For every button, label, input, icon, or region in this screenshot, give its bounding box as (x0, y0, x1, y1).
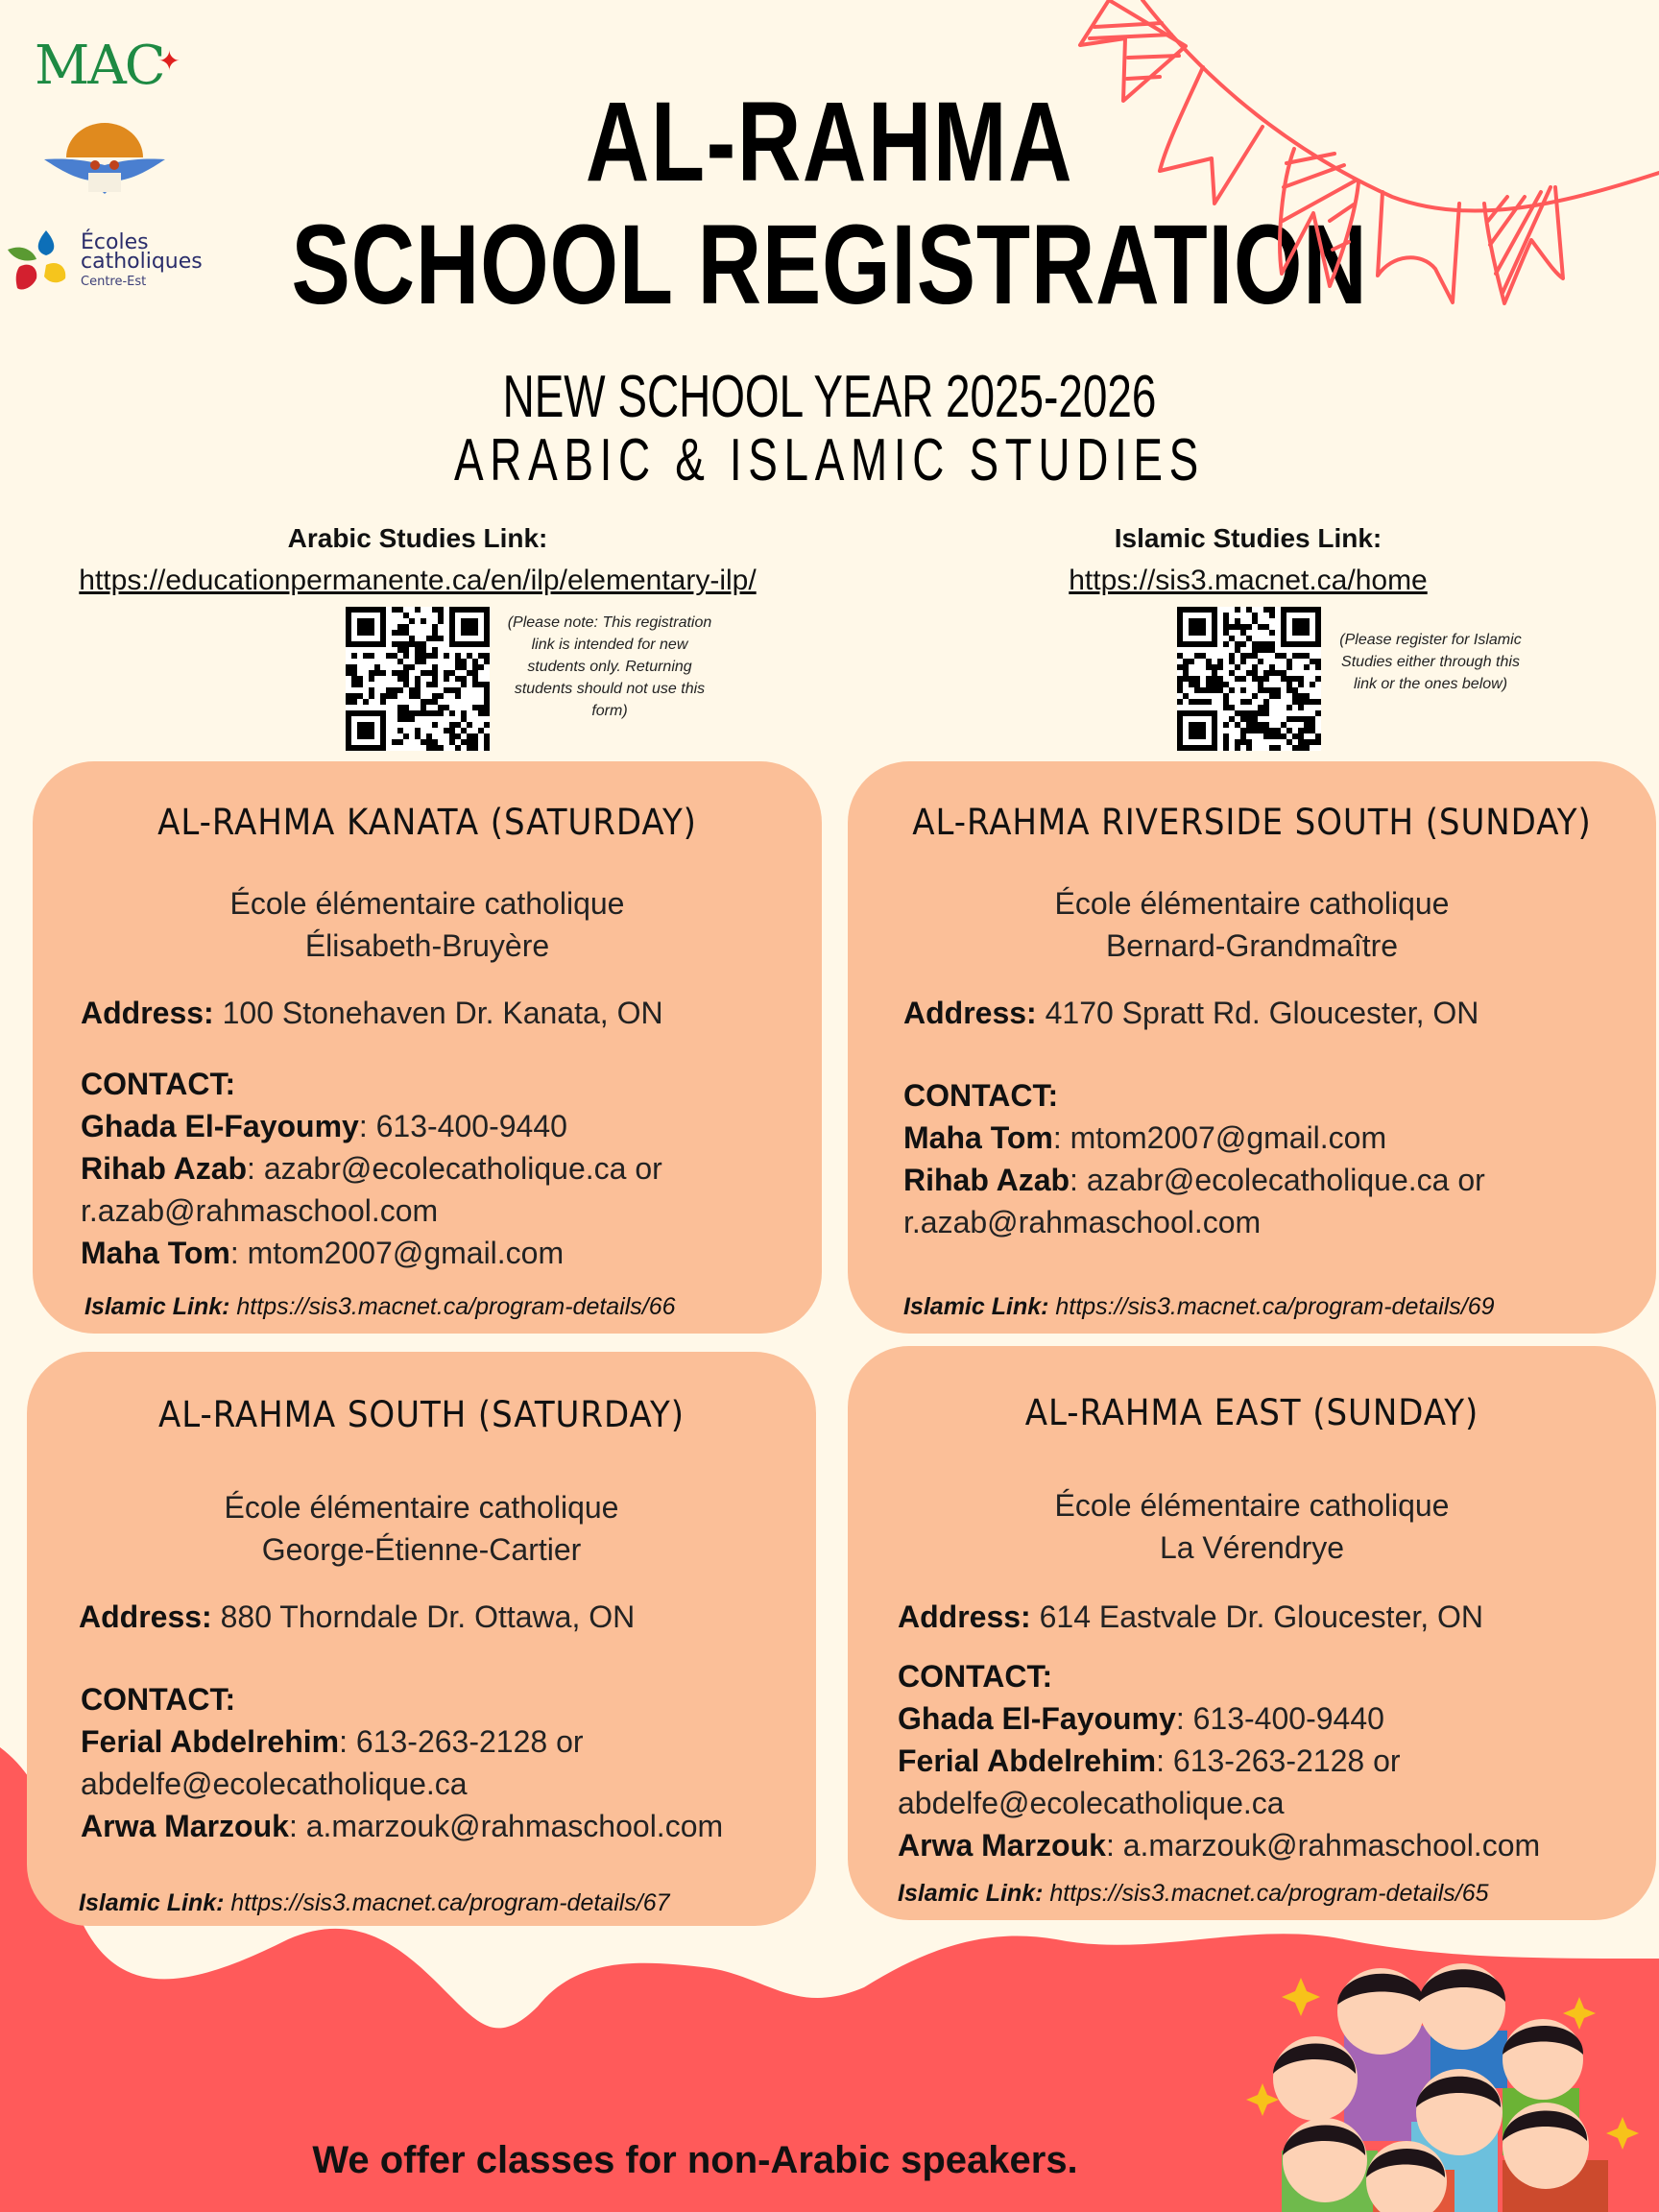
islamic-link-label: Islamic Link: (898, 1880, 1044, 1907)
location-title: AL-RAHMA KANATA (SATURDAY) (157, 802, 697, 843)
location-title: AL-RAHMA EAST (SUNDAY) (1024, 1392, 1479, 1433)
contact-name: Maha Tom (81, 1236, 230, 1270)
contact-info: : a.marzouk@rahmaschool.com (288, 1809, 724, 1843)
contact-name: Arwa Marzouk (81, 1809, 289, 1843)
islamic-program-link[interactable] (903, 1293, 1495, 1321)
location-title: AL-RAHMA RIVERSIDE SOUTH (SUNDAY) (912, 802, 1592, 843)
islamic-link-url[interactable]: https://sis3.macnet.ca/program-details/65 (1049, 1880, 1489, 1907)
address-value: 4170 Spratt Rd. Gloucester, ON (1045, 996, 1479, 1030)
contact-label (898, 1655, 1052, 1697)
location-card-kanata (33, 761, 822, 1334)
address-label: Address: (79, 1599, 212, 1634)
contact-info: r.azab@rahmaschool.com (81, 1193, 439, 1228)
contact-name: Rihab Azab (81, 1151, 248, 1186)
contact-info: : azabr@ecolecatholique.ca or (1070, 1163, 1485, 1197)
children-illustration-icon (1243, 1920, 1659, 2212)
contact-label (903, 1074, 1058, 1117)
al-rahma-emblem-icon (42, 123, 167, 196)
school-name-line1: École élémentaire catholique (224, 1490, 619, 1525)
contact-row (898, 1782, 1285, 1824)
islamic-link-label: Islamic Link: (903, 1293, 1049, 1320)
contact-row (81, 1805, 723, 1847)
contact-info: abdelfe@ecolecatholique.ca (81, 1767, 468, 1801)
page-title-line1: AL-RAHMA (585, 79, 1074, 205)
contact-label (81, 1678, 235, 1720)
arabic-link-heading: Arabic Studies Link: (287, 523, 548, 553)
islamic-qr-code[interactable] (1177, 607, 1321, 751)
contact-row (903, 1201, 1261, 1243)
islamic-link-url[interactable]: https://sis3.macnet.ca/program-details/69 (1055, 1293, 1495, 1320)
address-label: Address: (81, 996, 214, 1030)
islamic-link-heading: Islamic Studies Link: (1114, 523, 1382, 553)
school-name-line1: École élémentaire catholique (1054, 886, 1450, 921)
islamic-link-note: (Please register for Islamic Studies either through this link or the ones below) (1339, 632, 1522, 692)
page-title-line2: SCHOOL REGISTRATION (291, 202, 1368, 328)
contact-label-text: CONTACT: (81, 1682, 236, 1717)
contact-row (81, 1190, 438, 1232)
school-name-line2: Bernard-Grandmaître (1105, 928, 1399, 963)
maple-leaf-icon: ✦ (157, 45, 180, 77)
address-line (898, 1596, 1483, 1638)
contact-row (81, 1720, 584, 1763)
ecoles-line3: Centre-Est (81, 275, 147, 289)
contact-info: : 613-400-9440 (1175, 1701, 1384, 1736)
contact-label-text: CONTACT: (903, 1078, 1059, 1113)
contact-info: : 613-263-2128 or (339, 1724, 584, 1759)
location-title: AL-RAHMA SOUTH (SATURDAY) (158, 1394, 685, 1435)
school-name-line2: La Vérendrye (1159, 1530, 1345, 1565)
arabic-qr-code[interactable] (346, 607, 490, 751)
ecoles-line1: Écoles (81, 230, 149, 254)
islamic-link-label: Islamic Link: (79, 1889, 225, 1916)
islamic-registration-link[interactable]: https://sis3.macnet.ca/home (1069, 565, 1428, 596)
contact-info: : mtom2007@gmail.com (1052, 1120, 1387, 1155)
school-name-line2: Élisabeth-Bruyère (304, 928, 550, 963)
location-card-riverside-south (848, 761, 1656, 1334)
contact-row (898, 1824, 1540, 1866)
contact-row (898, 1740, 1401, 1782)
contact-info: : mtom2007@gmail.com (229, 1236, 565, 1270)
contact-name: Arwa Marzouk (898, 1828, 1106, 1863)
contact-row (903, 1159, 1485, 1201)
address-label: Address: (903, 996, 1037, 1030)
address-value: 100 Stonehaven Dr. Kanata, ON (222, 996, 663, 1030)
contact-info: : azabr@ecolecatholique.ca or (247, 1151, 662, 1186)
arabic-registration-link[interactable]: https://educationpermanente.ca/en/ilp/elementary-ilp/ (79, 565, 757, 596)
contact-label-text: CONTACT: (81, 1067, 236, 1101)
subtitle-programs: ARABIC & ISLAMIC STUDIES (454, 427, 1205, 493)
location-card-east (848, 1346, 1656, 1920)
islamic-program-link[interactable] (898, 1880, 1489, 1908)
contact-row (898, 1697, 1384, 1740)
contact-label (81, 1063, 235, 1105)
arabic-link-note: (Please note: This registration link is intended for new students only. Returning students should not use this form) (507, 614, 712, 719)
contact-info: abdelfe@ecolecatholique.ca (898, 1786, 1285, 1820)
flower-icon (6, 228, 79, 296)
contact-row (81, 1147, 662, 1190)
location-card-south (27, 1352, 816, 1926)
address-label: Address: (898, 1599, 1031, 1634)
islamic-link-url[interactable]: https://sis3.macnet.ca/program-details/67 (230, 1889, 670, 1916)
contact-row (81, 1105, 567, 1147)
islamic-program-link[interactable] (84, 1293, 676, 1321)
school-name-line2: George-Étienne-Cartier (261, 1532, 582, 1567)
ecoles-catholiques-logo (6, 228, 203, 296)
address-line (81, 992, 663, 1034)
address-value: 614 Eastvale Dr. Gloucester, ON (1039, 1599, 1484, 1634)
contact-name: Ferial Abdelrehim (81, 1724, 340, 1759)
address-value: 880 Thorndale Dr. Ottawa, ON (220, 1599, 636, 1634)
contact-label-text: CONTACT: (898, 1659, 1053, 1694)
islamic-link-url[interactable]: https://sis3.macnet.ca/program-details/66 (236, 1293, 676, 1320)
subtitle-year: NEW SCHOOL YEAR 2025-2026 (502, 364, 1157, 430)
contact-name: Ferial Abdelrehim (898, 1743, 1157, 1778)
contact-name: Maha Tom (903, 1120, 1053, 1155)
contact-row (903, 1117, 1386, 1159)
contact-info: : a.marzouk@rahmaschool.com (1105, 1828, 1541, 1863)
contact-name: Ghada El-Fayoumy (898, 1701, 1176, 1736)
school-name-line1: École élémentaire catholique (229, 886, 625, 921)
contact-row (81, 1232, 564, 1274)
contact-info: : 613-400-9440 (358, 1109, 567, 1143)
school-name-line1: École élémentaire catholique (1054, 1488, 1450, 1523)
address-line (79, 1596, 635, 1638)
contact-name: Rihab Azab (903, 1163, 1070, 1197)
islamic-program-link[interactable] (79, 1889, 670, 1917)
islamic-link-label: Islamic Link: (84, 1293, 230, 1320)
contact-name: Ghada El-Fayoumy (81, 1109, 359, 1143)
mac-logo-text: MAC (35, 35, 164, 97)
contact-row (81, 1763, 468, 1805)
ecoles-line2: catholiques (81, 250, 203, 274)
bunting-decoration (1056, 0, 1659, 317)
footer-text: We offer classes for non-Arabic speakers. (312, 2139, 1078, 2181)
address-line (903, 992, 1479, 1034)
mac-logo (35, 35, 184, 97)
contact-info: : 613-263-2128 or (1156, 1743, 1401, 1778)
contact-info: r.azab@rahmaschool.com (903, 1205, 1262, 1239)
